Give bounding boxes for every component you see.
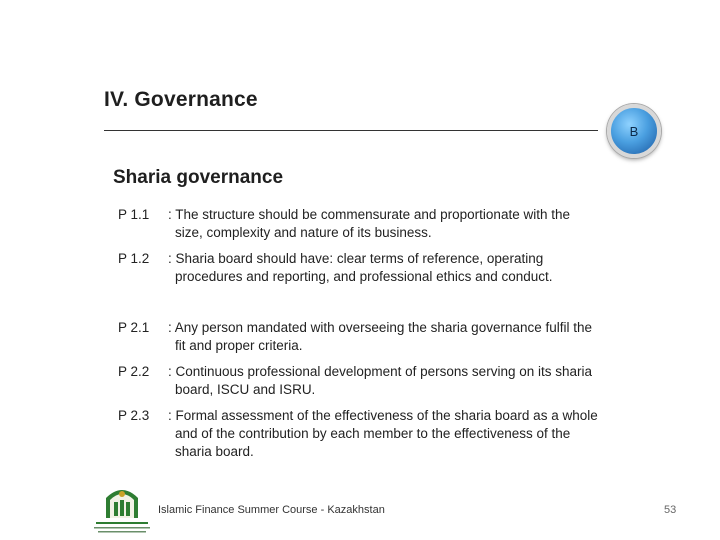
principle-text bbox=[168, 319, 638, 355]
footer-text: Islamic Finance Summer Course - Kazakhstan bbox=[158, 504, 385, 516]
principle-line: board, ISCU and ISRU. bbox=[175, 382, 316, 397]
principle-line: : Continuous professional development of persons serving on its sharia bbox=[168, 364, 592, 379]
slide-title: IV. Governance bbox=[104, 88, 258, 111]
principle-code: P 2.3 bbox=[118, 408, 150, 423]
principle-code: P 1.1 bbox=[118, 207, 150, 222]
principle-line: fit and proper criteria. bbox=[175, 338, 303, 353]
principle-text bbox=[168, 206, 638, 242]
principle-text bbox=[168, 363, 638, 399]
section-heading: Sharia governance bbox=[113, 167, 284, 188]
page-number: 53 bbox=[664, 504, 677, 516]
principle-code: P 2.2 bbox=[118, 364, 150, 379]
title-divider bbox=[104, 130, 598, 131]
principle-line: procedures and reporting, and professional ethics and conduct. bbox=[175, 269, 553, 284]
institution-logo-icon bbox=[90, 484, 154, 536]
badge-label: B bbox=[629, 123, 639, 139]
principle-code: P 2.1 bbox=[118, 320, 150, 335]
principle-line: : The structure should be commensurate and proportionate with the bbox=[168, 207, 570, 222]
principle-text bbox=[168, 407, 638, 461]
principle-line: sharia board. bbox=[175, 444, 254, 459]
principle-line: : Formal assessment of the effectiveness of the sharia board as a whole bbox=[168, 408, 598, 423]
principle-line: size, complexity and nature of its business. bbox=[175, 225, 432, 240]
principle-code: P 1.2 bbox=[118, 251, 150, 266]
section-badge bbox=[607, 104, 661, 158]
principle-line: : Any person mandated with overseeing the sharia governance fulfil the bbox=[168, 320, 593, 335]
principle-line: and of the contribution by each member to the effectiveness of the bbox=[175, 426, 571, 441]
principle-line: : Sharia board should have: clear terms of reference, operating bbox=[168, 251, 544, 266]
principle-text bbox=[168, 250, 638, 286]
